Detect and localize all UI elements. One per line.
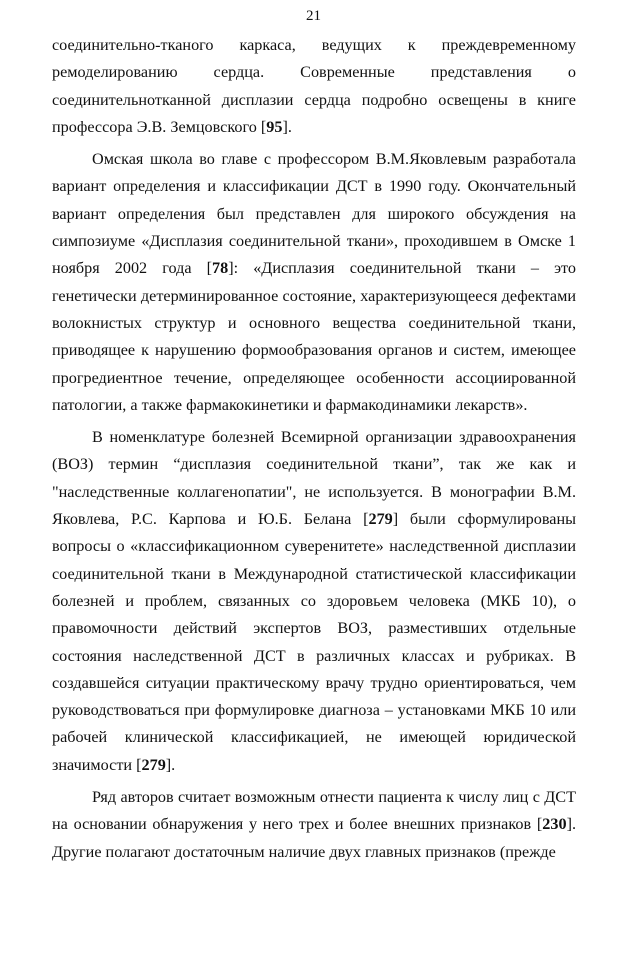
paragraph-4 [52,784,576,866]
paragraph-text: ]. Другие полагают достаточным наличие двух главных признаков (прежде [52,815,576,861]
paragraph-2 [52,146,576,419]
paragraph-text: ]: «Дисплазия соединительной ткани – это генетически детерминированное состояние, характеризующееся дефектами волокнистых структур и основного вещества соединительной ткани, приводящее к нарушению формообразования органов и систем, имеющее прогредиентное течение, определяющее особенности ассоциированной патологии, а также фармакокинетики и фармакодинамики лекарств». [52,259,577,414]
page-number: 21 [306,8,321,24]
citation-ref: 230 [542,815,567,834]
paragraph-text: ] были сформулированы вопросы о «классификационном суверенитете» наследственной дисплазии соединительной ткани в Международной статистической классификации болезней и проблем, связанных со здоровьем человека (МКБ 10), о правомочности действий экспертов ВОЗ, разместивших отдельные состояния наследственной ДСТ в различных классах и рубриках. В создавшейся ситуации практическому врачу трудно ориентироваться, чем руководствоваться при формулировке диагноза – установками МКБ 10 или рабочей клинической классификацией, не имеющей юридической значимости [ [52,510,577,774]
paragraph-text: В номенклатуре болезней Всемирной организации здравоохранения (ВОЗ) термин “дисплазия соединительной ткани”, так же как и "наследственные коллагенопатии", не используется. В монографии В.М. Яковлева, Р.С. Карпова и Ю.Б. Белана [ [52,428,576,529]
paragraph-text: ]. [165,755,176,774]
paragraph-text: соединительно-тканого каркаса, ведущих к преждевременному ремоделированию сердца. Современные представления о соединительнотканной дисплазии сердца подробно освещены в книге профессора Э.В. Земцовского [ [52,36,576,136]
paragraph-3 [52,424,576,779]
citation-ref: 78 [212,259,229,278]
paragraph-text: ]. [282,117,292,136]
paragraph-text: Ряд авторов считает возможным отнести пациента к числу лиц с ДСТ на основании обнаружения у него трех и более внешних признаков [ [52,788,576,834]
document-body [52,32,576,866]
citation-ref: 279 [368,510,393,529]
citation-ref: 95 [266,117,283,136]
paragraph-text: Омская школа во главе с профессором В.М.Яковлевым разработала вариант определения и классификации ДСТ в 1990 году. Окончательный вариант определения был представлен для широкого обсуждения на симпозиуме «Дисплазия соединительной ткани», проходившем в Омске 1 ноября 2002 года [ [52,150,576,278]
paragraph-1 [52,32,576,141]
citation-ref: 279 [141,755,166,774]
